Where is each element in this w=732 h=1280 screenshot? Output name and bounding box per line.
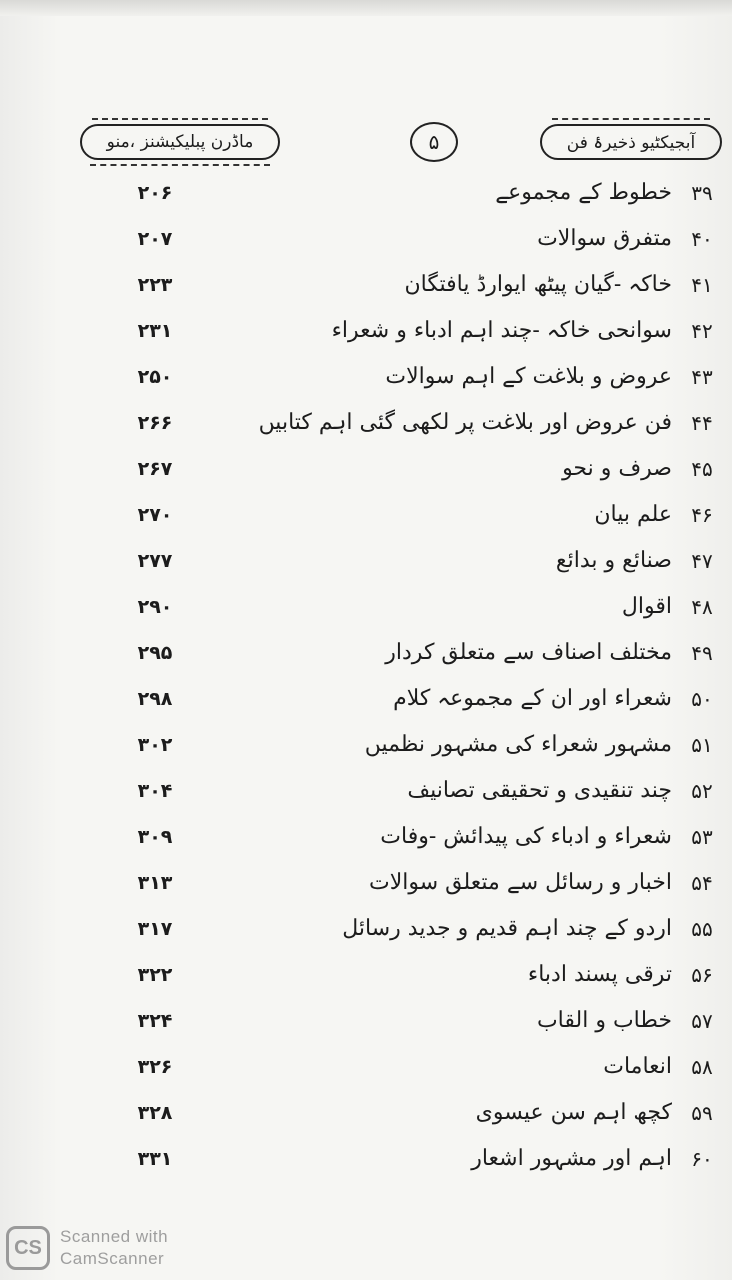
toc-row — [0, 814, 732, 860]
toc-item-title: ترقی پسند ادباء — [527, 962, 672, 987]
toc-item-number: ۴۴ — [691, 411, 713, 435]
toc-item-number: ۵۸ — [691, 1055, 713, 1079]
toc-row — [0, 354, 732, 400]
watermark-text — [60, 1226, 168, 1270]
toc-row — [0, 722, 732, 768]
toc-item-number: ۵۹ — [691, 1101, 713, 1125]
toc-item-number: ۵۴ — [691, 871, 713, 895]
toc-item-title: علم بیان — [594, 502, 672, 527]
toc-row — [0, 538, 732, 584]
toc-item-title: خطوط کے مجموعے — [495, 180, 672, 205]
toc-item-number: ۵۲ — [691, 779, 713, 803]
page-number-badge — [410, 122, 458, 162]
toc-item-page: ۳۲۶ — [137, 1056, 173, 1078]
toc-item-number: ۵۰ — [691, 687, 713, 711]
toc-item-page: ۳۲۸ — [137, 1102, 173, 1124]
toc-item-title: کچھ اہم سن عیسوی — [475, 1100, 672, 1125]
watermark-line-1: Scanned with — [60, 1227, 169, 1246]
toc-item-page: ۲۰۶ — [137, 182, 173, 204]
toc-item-title: شعراء و ادباء کی پیدائش -وفات — [380, 824, 672, 849]
toc-item-page: ۲۹۸ — [137, 688, 173, 710]
toc-item-page: ۲۶۷ — [137, 458, 173, 480]
toc-item-number: ۶۰ — [691, 1147, 713, 1171]
toc-item-title: فن عروض اور بلاغت پر لکھی گئی اہم کتابیں — [258, 410, 672, 435]
page-header — [0, 118, 732, 168]
toc-item-title: انعامات — [603, 1054, 672, 1079]
toc-item-page: ۳۲۲ — [137, 964, 173, 986]
toc-item-number: ۳۹ — [691, 181, 713, 205]
toc-item-title: متفرق سوالات — [537, 226, 672, 251]
toc-item-number: ۵۱ — [691, 733, 713, 757]
page-number-text: ۵ — [428, 130, 440, 154]
toc-item-title: صنائع و بدائع — [555, 548, 672, 573]
toc-row — [0, 1090, 732, 1136]
toc-item-page: ۳۰۲ — [137, 734, 173, 756]
toc-item-number: ۵۶ — [691, 963, 713, 987]
toc-item-title: اہم اور مشہور اشعار — [471, 1146, 672, 1171]
toc-row — [0, 308, 732, 354]
toc-item-number: ۴۸ — [691, 595, 713, 619]
toc-item-title: چند تنقیدی و تحقیقی تصانیف — [407, 778, 672, 803]
camscanner-logo-icon: CS — [6, 1226, 50, 1270]
watermark-line-2: CamScanner — [60, 1249, 165, 1268]
toc-item-title: خاکہ -گیان پیٹھ ایوارڈ یافتگان — [404, 272, 672, 297]
toc-row — [0, 1044, 732, 1090]
toc-item-page: ۲۹۰ — [137, 596, 173, 618]
toc-item-page: ۳۱۷ — [137, 918, 173, 940]
toc-row — [0, 262, 732, 308]
toc-item-page: ۲۷۷ — [137, 550, 173, 572]
toc-item-number: ۴۲ — [691, 319, 713, 343]
toc-item-number: ۴۹ — [691, 641, 713, 665]
toc-row — [0, 676, 732, 722]
toc-row — [0, 1136, 732, 1182]
toc-item-page: ۲۶۶ — [137, 412, 173, 434]
toc-item-page: ۲۹۵ — [137, 642, 173, 664]
toc-item-title: مختلف اصناف سے متعلق کردار — [385, 640, 672, 665]
page-top-edge — [0, 0, 732, 16]
toc-item-page: ۲۵۰ — [137, 366, 173, 388]
toc-item-page: ۲۰۷ — [137, 228, 173, 250]
toc-row — [0, 216, 732, 262]
toc-row — [0, 630, 732, 676]
toc-row — [0, 768, 732, 814]
toc-item-number: ۴۷ — [691, 549, 713, 573]
publisher-label — [80, 124, 280, 160]
toc-item-number: ۵۵ — [691, 917, 713, 941]
toc-row — [0, 446, 732, 492]
toc-item-number: ۴۱ — [691, 273, 713, 297]
camscanner-watermark — [6, 1222, 168, 1274]
toc-item-page: ۲۷۰ — [137, 504, 173, 526]
book-title-label — [540, 124, 722, 160]
toc-item-number: ۴۵ — [691, 457, 713, 481]
toc-row — [0, 860, 732, 906]
toc-item-title: مشہور شعراء کی مشہور نظمیں — [364, 732, 672, 757]
toc-item-title: شعراء اور ان کے مجموعہ کلام — [393, 686, 672, 711]
book-title-text: آبجیکٹیو ذخیرۂ فن — [566, 132, 696, 153]
toc-item-title: خطاب و القاب — [536, 1008, 672, 1033]
toc-item-page: ۳۳۱ — [137, 1148, 173, 1170]
toc-item-title: اردو کے چند اہم قدیم و جدید رسائل — [342, 916, 672, 941]
toc-item-title: صرف و نحو — [562, 456, 672, 481]
toc-row — [0, 952, 732, 998]
toc-item-title: عروض و بلاغت کے اہم سوالات — [385, 364, 672, 389]
toc-row — [0, 998, 732, 1044]
toc-row — [0, 400, 732, 446]
toc-item-title: اقوال — [621, 594, 672, 619]
toc-item-number: ۴۳ — [691, 365, 713, 389]
toc-item-page: ۳۲۴ — [137, 1010, 173, 1032]
toc-row — [0, 492, 732, 538]
toc-item-page: ۲۳۱ — [137, 320, 173, 342]
toc-item-page: ۳۱۳ — [137, 872, 173, 894]
toc-item-title: سوانحی خاکہ -چند اہم ادباء و شعراء — [331, 318, 672, 343]
toc-item-page: ۳۰۹ — [137, 826, 173, 848]
toc-row — [0, 170, 732, 216]
toc-item-number: ۵۷ — [691, 1009, 713, 1033]
toc-item-number: ۵۳ — [691, 825, 713, 849]
toc-item-page: ۳۰۴ — [137, 780, 173, 802]
toc-row — [0, 906, 732, 952]
toc-item-number: ۴۶ — [691, 503, 713, 527]
toc-item-page: ۲۲۳ — [137, 274, 173, 296]
publisher-text: ماڈرن پبلیکیشنز ،منو — [106, 132, 254, 152]
toc-item-title: اخبار و رسائل سے متعلق سوالات — [369, 870, 672, 895]
toc-row — [0, 584, 732, 630]
toc-item-number: ۴۰ — [691, 227, 713, 251]
